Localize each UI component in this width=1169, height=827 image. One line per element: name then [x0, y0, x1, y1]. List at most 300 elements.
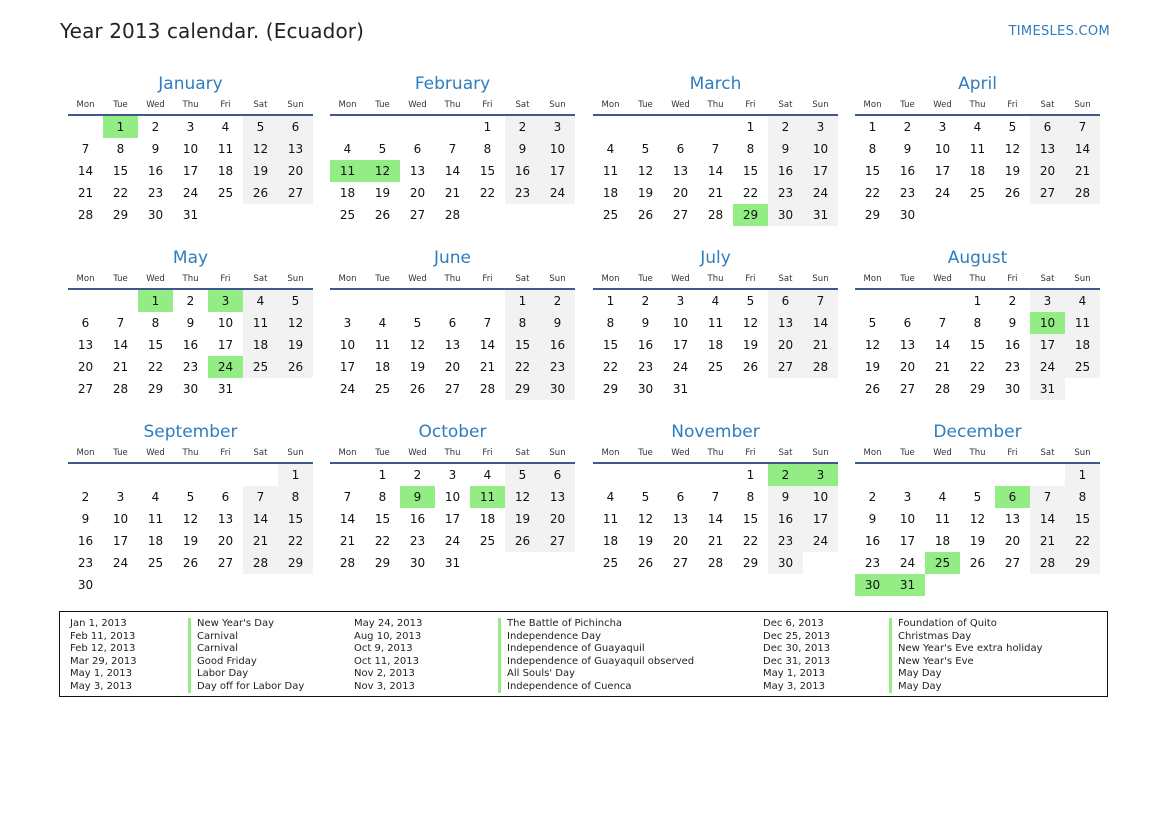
- day-cell[interactable]: 4: [606, 142, 615, 156]
- day-cell[interactable]: 12: [409, 338, 426, 352]
- day-cell[interactable]: 25: [147, 556, 164, 570]
- day-cell[interactable]: 27: [1030, 182, 1065, 204]
- day-cell[interactable]: 7: [243, 486, 278, 508]
- day-cell[interactable]: 4: [973, 120, 982, 134]
- day-cell[interactable]: 16: [409, 512, 426, 526]
- day-cell[interactable]: 10: [672, 316, 689, 330]
- day-cell[interactable]: 29: [112, 208, 129, 222]
- day-cell[interactable]: 19: [409, 360, 426, 374]
- day-cell[interactable]: 6: [540, 464, 575, 486]
- day-cell[interactable]: 13: [77, 338, 94, 352]
- day-cell[interactable]: 15: [1065, 508, 1100, 530]
- day-cell[interactable]: 6: [768, 290, 803, 312]
- day-cell[interactable]: 23: [899, 186, 916, 200]
- day-cell[interactable]: 19: [969, 534, 986, 548]
- day-cell[interactable]: 3: [676, 294, 685, 308]
- day-cell[interactable]: 15: [505, 334, 540, 356]
- day-cell[interactable]: 10: [934, 142, 951, 156]
- day-cell[interactable]: 15: [864, 164, 881, 178]
- day-cell[interactable]: 22: [505, 356, 540, 378]
- day-cell[interactable]: 2: [1008, 294, 1017, 308]
- day-cell[interactable]: 6: [448, 316, 457, 330]
- day-cell[interactable]: 26: [864, 382, 881, 396]
- day-cell[interactable]: 28: [243, 552, 278, 574]
- day-cell[interactable]: 30: [147, 208, 164, 222]
- day-cell[interactable]: 2: [151, 120, 160, 134]
- day-cell[interactable]: 8: [746, 142, 755, 156]
- day-cell[interactable]: 13: [540, 486, 575, 508]
- day-cell[interactable]: 3: [803, 116, 838, 138]
- day-cell[interactable]: 1: [505, 290, 540, 312]
- day-cell[interactable]: 27: [672, 208, 689, 222]
- day-cell[interactable]: 4: [1065, 290, 1100, 312]
- day-cell[interactable]: 1: [973, 294, 982, 308]
- day-cell[interactable]: 1: [483, 120, 492, 134]
- day-cell[interactable]: 3: [938, 120, 947, 134]
- day-cell[interactable]: 11: [602, 512, 619, 526]
- day-cell[interactable]: 20: [672, 534, 689, 548]
- day-cell[interactable]: 16: [505, 160, 540, 182]
- day-cell[interactable]: 18: [934, 534, 951, 548]
- day-cell[interactable]: 22: [479, 186, 496, 200]
- day-cell[interactable]: 22: [374, 534, 391, 548]
- day-cell[interactable]: 26: [637, 208, 654, 222]
- day-cell[interactable]: 31: [217, 382, 234, 396]
- day-cell[interactable]: 27: [278, 182, 313, 204]
- day-cell[interactable]: 24: [444, 534, 461, 548]
- day-cell[interactable]: 2: [768, 116, 803, 138]
- day-cell[interactable]: 18: [707, 338, 724, 352]
- holiday-day-cell[interactable]: 25: [925, 552, 960, 574]
- day-cell[interactable]: 13: [899, 338, 916, 352]
- day-cell[interactable]: 2: [81, 490, 90, 504]
- day-cell[interactable]: 30: [637, 382, 654, 396]
- day-cell[interactable]: 28: [1065, 182, 1100, 204]
- day-cell[interactable]: 17: [1030, 334, 1065, 356]
- day-cell[interactable]: 16: [147, 164, 164, 178]
- day-cell[interactable]: 15: [742, 164, 759, 178]
- day-cell[interactable]: 4: [938, 490, 947, 504]
- day-cell[interactable]: 30: [409, 556, 426, 570]
- day-cell[interactable]: 5: [378, 142, 387, 156]
- day-cell[interactable]: 23: [768, 530, 803, 552]
- day-cell[interactable]: 7: [343, 490, 352, 504]
- day-cell[interactable]: 3: [116, 490, 125, 504]
- day-cell[interactable]: 4: [606, 490, 615, 504]
- day-cell[interactable]: 1: [746, 468, 755, 482]
- day-cell[interactable]: 8: [505, 312, 540, 334]
- day-cell[interactable]: 3: [1030, 290, 1065, 312]
- holiday-day-cell[interactable]: 3: [208, 290, 243, 312]
- day-cell[interactable]: 23: [409, 534, 426, 548]
- day-cell[interactable]: 12: [243, 138, 278, 160]
- day-cell[interactable]: 6: [413, 142, 422, 156]
- day-cell[interactable]: 8: [973, 316, 982, 330]
- day-cell[interactable]: 24: [540, 182, 575, 204]
- day-cell[interactable]: 3: [448, 468, 457, 482]
- day-cell[interactable]: 16: [899, 164, 916, 178]
- day-cell[interactable]: 31: [444, 556, 461, 570]
- day-cell[interactable]: 29: [864, 208, 881, 222]
- day-cell[interactable]: 2: [868, 490, 877, 504]
- holiday-day-cell[interactable]: 11: [330, 160, 365, 182]
- day-cell[interactable]: 17: [803, 160, 838, 182]
- day-cell[interactable]: 29: [278, 552, 313, 574]
- day-cell[interactable]: 24: [899, 556, 916, 570]
- day-cell[interactable]: 17: [339, 360, 356, 374]
- day-cell[interactable]: 20: [1004, 534, 1021, 548]
- day-cell[interactable]: 17: [672, 338, 689, 352]
- day-cell[interactable]: 11: [147, 512, 164, 526]
- day-cell[interactable]: 31: [672, 382, 689, 396]
- day-cell[interactable]: 29: [505, 378, 540, 400]
- day-cell[interactable]: 25: [243, 356, 278, 378]
- day-cell[interactable]: 3: [540, 116, 575, 138]
- day-cell[interactable]: 19: [278, 334, 313, 356]
- day-cell[interactable]: 30: [768, 204, 803, 226]
- day-cell[interactable]: 15: [374, 512, 391, 526]
- day-cell[interactable]: 20: [217, 534, 234, 548]
- day-cell[interactable]: 14: [77, 164, 94, 178]
- day-cell[interactable]: 18: [217, 164, 234, 178]
- day-cell[interactable]: 22: [112, 186, 129, 200]
- day-cell[interactable]: 11: [1065, 312, 1100, 334]
- day-cell[interactable]: 7: [938, 316, 947, 330]
- day-cell[interactable]: 30: [768, 552, 803, 574]
- day-cell[interactable]: 7: [448, 142, 457, 156]
- day-cell[interactable]: 7: [711, 490, 720, 504]
- day-cell[interactable]: 22: [742, 534, 759, 548]
- day-cell[interactable]: 10: [899, 512, 916, 526]
- day-cell[interactable]: 16: [1004, 338, 1021, 352]
- day-cell[interactable]: 17: [803, 508, 838, 530]
- day-cell[interactable]: 9: [903, 142, 912, 156]
- day-cell[interactable]: 1: [278, 464, 313, 486]
- day-cell[interactable]: 12: [637, 164, 654, 178]
- day-cell[interactable]: 7: [1030, 486, 1065, 508]
- day-cell[interactable]: 25: [602, 208, 619, 222]
- holiday-day-cell[interactable]: 1: [138, 290, 173, 312]
- day-cell[interactable]: 19: [637, 534, 654, 548]
- day-cell[interactable]: 1: [746, 120, 755, 134]
- day-cell[interactable]: 11: [243, 312, 278, 334]
- day-cell[interactable]: 13: [444, 338, 461, 352]
- day-cell[interactable]: 16: [768, 160, 803, 182]
- day-cell[interactable]: 29: [602, 382, 619, 396]
- day-cell[interactable]: 16: [637, 338, 654, 352]
- day-cell[interactable]: 7: [483, 316, 492, 330]
- day-cell[interactable]: 26: [505, 530, 540, 552]
- day-cell[interactable]: 14: [803, 312, 838, 334]
- day-cell[interactable]: 19: [243, 160, 278, 182]
- day-cell[interactable]: 21: [479, 360, 496, 374]
- day-cell[interactable]: 28: [444, 208, 461, 222]
- holiday-day-cell[interactable]: 11: [470, 486, 505, 508]
- day-cell[interactable]: 8: [378, 490, 387, 504]
- day-cell[interactable]: 11: [707, 316, 724, 330]
- day-cell[interactable]: 25: [374, 382, 391, 396]
- day-cell[interactable]: 1: [378, 468, 387, 482]
- day-cell[interactable]: 22: [147, 360, 164, 374]
- day-cell[interactable]: 7: [1065, 116, 1100, 138]
- day-cell[interactable]: 4: [221, 120, 230, 134]
- day-cell[interactable]: 3: [343, 316, 352, 330]
- day-cell[interactable]: 17: [217, 338, 234, 352]
- day-cell[interactable]: 20: [77, 360, 94, 374]
- day-cell[interactable]: 6: [903, 316, 912, 330]
- day-cell[interactable]: 16: [540, 334, 575, 356]
- day-cell[interactable]: 14: [479, 338, 496, 352]
- day-cell[interactable]: 22: [864, 186, 881, 200]
- day-cell[interactable]: 21: [707, 534, 724, 548]
- day-cell[interactable]: 2: [186, 294, 195, 308]
- day-cell[interactable]: 21: [934, 360, 951, 374]
- day-cell[interactable]: 28: [339, 556, 356, 570]
- day-cell[interactable]: 15: [112, 164, 129, 178]
- day-cell[interactable]: 21: [1030, 530, 1065, 552]
- day-cell[interactable]: 13: [409, 164, 426, 178]
- day-cell[interactable]: 5: [868, 316, 877, 330]
- day-cell[interactable]: 23: [540, 356, 575, 378]
- day-cell[interactable]: 5: [641, 142, 650, 156]
- day-cell[interactable]: 15: [969, 338, 986, 352]
- day-cell[interactable]: 29: [147, 382, 164, 396]
- day-cell[interactable]: 14: [707, 164, 724, 178]
- day-cell[interactable]: 3: [186, 120, 195, 134]
- day-cell[interactable]: 27: [77, 382, 94, 396]
- day-cell[interactable]: 1: [1065, 464, 1100, 486]
- holiday-day-cell[interactable]: 30: [855, 574, 890, 596]
- day-cell[interactable]: 10: [803, 138, 838, 160]
- day-cell[interactable]: 11: [602, 164, 619, 178]
- day-cell[interactable]: 29: [374, 556, 391, 570]
- day-cell[interactable]: 11: [217, 142, 234, 156]
- day-cell[interactable]: 6: [676, 142, 685, 156]
- day-cell[interactable]: 5: [413, 316, 422, 330]
- day-cell[interactable]: 17: [899, 534, 916, 548]
- day-cell[interactable]: 13: [672, 512, 689, 526]
- day-cell[interactable]: 8: [746, 490, 755, 504]
- day-cell[interactable]: 30: [77, 578, 94, 592]
- day-cell[interactable]: 5: [278, 290, 313, 312]
- day-cell[interactable]: 23: [182, 360, 199, 374]
- day-cell[interactable]: 19: [742, 338, 759, 352]
- day-cell[interactable]: 19: [1004, 164, 1021, 178]
- day-cell[interactable]: 2: [641, 294, 650, 308]
- day-cell[interactable]: 25: [479, 534, 496, 548]
- day-cell[interactable]: 22: [1065, 530, 1100, 552]
- day-cell[interactable]: 4: [343, 142, 352, 156]
- day-cell[interactable]: 21: [339, 534, 356, 548]
- day-cell[interactable]: 12: [1004, 142, 1021, 156]
- day-cell[interactable]: 21: [707, 186, 724, 200]
- day-cell[interactable]: 21: [112, 360, 129, 374]
- day-cell[interactable]: 5: [641, 490, 650, 504]
- day-cell[interactable]: 6: [81, 316, 90, 330]
- day-cell[interactable]: 2: [540, 290, 575, 312]
- day-cell[interactable]: 17: [540, 160, 575, 182]
- day-cell[interactable]: 26: [1004, 186, 1021, 200]
- day-cell[interactable]: 24: [182, 186, 199, 200]
- day-cell[interactable]: 27: [217, 556, 234, 570]
- day-cell[interactable]: 22: [742, 186, 759, 200]
- day-cell[interactable]: 11: [934, 512, 951, 526]
- day-cell[interactable]: 16: [77, 534, 94, 548]
- day-cell[interactable]: 23: [77, 556, 94, 570]
- day-cell[interactable]: 12: [742, 316, 759, 330]
- day-cell[interactable]: 28: [803, 356, 838, 378]
- day-cell[interactable]: 8: [116, 142, 125, 156]
- day-cell[interactable]: 20: [540, 508, 575, 530]
- day-cell[interactable]: 8: [151, 316, 160, 330]
- holiday-day-cell[interactable]: 6: [995, 486, 1030, 508]
- day-cell[interactable]: 28: [934, 382, 951, 396]
- day-cell[interactable]: 19: [637, 186, 654, 200]
- day-cell[interactable]: 14: [934, 338, 951, 352]
- day-cell[interactable]: 27: [409, 208, 426, 222]
- day-cell[interactable]: 1: [868, 120, 877, 134]
- day-cell[interactable]: 3: [903, 490, 912, 504]
- day-cell[interactable]: 14: [1030, 508, 1065, 530]
- holiday-day-cell[interactable]: 10: [1030, 312, 1065, 334]
- day-cell[interactable]: 28: [707, 556, 724, 570]
- holiday-day-cell[interactable]: 31: [890, 574, 925, 596]
- day-cell[interactable]: 21: [243, 530, 278, 552]
- day-cell[interactable]: 27: [1004, 556, 1021, 570]
- holiday-day-cell[interactable]: 29: [733, 204, 768, 226]
- day-cell[interactable]: 9: [540, 312, 575, 334]
- day-cell[interactable]: 20: [1030, 160, 1065, 182]
- day-cell[interactable]: 6: [221, 490, 230, 504]
- day-cell[interactable]: 4: [243, 290, 278, 312]
- day-cell[interactable]: 26: [243, 182, 278, 204]
- day-cell[interactable]: 26: [742, 360, 759, 374]
- day-cell[interactable]: 12: [637, 512, 654, 526]
- day-cell[interactable]: 5: [505, 464, 540, 486]
- day-cell[interactable]: 10: [339, 338, 356, 352]
- day-cell[interactable]: 15: [278, 508, 313, 530]
- day-cell[interactable]: 21: [803, 334, 838, 356]
- day-cell[interactable]: 31: [1030, 378, 1065, 400]
- day-cell[interactable]: 10: [112, 512, 129, 526]
- day-cell[interactable]: 13: [278, 138, 313, 160]
- day-cell[interactable]: 26: [409, 382, 426, 396]
- brand-link[interactable]: TIMESLES.COM: [1008, 24, 1110, 39]
- day-cell[interactable]: 29: [969, 382, 986, 396]
- day-cell[interactable]: 27: [444, 382, 461, 396]
- day-cell[interactable]: 19: [864, 360, 881, 374]
- day-cell[interactable]: 9: [641, 316, 650, 330]
- day-cell[interactable]: 8: [1065, 486, 1100, 508]
- day-cell[interactable]: 10: [803, 486, 838, 508]
- day-cell[interactable]: 10: [217, 316, 234, 330]
- day-cell[interactable]: 20: [444, 360, 461, 374]
- day-cell[interactable]: 8: [868, 142, 877, 156]
- day-cell[interactable]: 27: [540, 530, 575, 552]
- day-cell[interactable]: 31: [803, 204, 838, 226]
- day-cell[interactable]: 6: [1030, 116, 1065, 138]
- day-cell[interactable]: 23: [864, 556, 881, 570]
- day-cell[interactable]: 12: [969, 512, 986, 526]
- day-cell[interactable]: 20: [278, 160, 313, 182]
- day-cell[interactable]: 31: [182, 208, 199, 222]
- day-cell[interactable]: 28: [112, 382, 129, 396]
- day-cell[interactable]: 27: [768, 356, 803, 378]
- day-cell[interactable]: 6: [676, 490, 685, 504]
- day-cell[interactable]: 7: [711, 142, 720, 156]
- day-cell[interactable]: 23: [1004, 360, 1021, 374]
- day-cell[interactable]: 18: [969, 164, 986, 178]
- day-cell[interactable]: 25: [217, 186, 234, 200]
- day-cell[interactable]: 9: [186, 316, 195, 330]
- day-cell[interactable]: 28: [479, 382, 496, 396]
- day-cell[interactable]: 9: [768, 486, 803, 508]
- day-cell[interactable]: 24: [112, 556, 129, 570]
- day-cell[interactable]: 9: [1008, 316, 1017, 330]
- day-cell[interactable]: 15: [602, 338, 619, 352]
- day-cell[interactable]: 16: [768, 508, 803, 530]
- day-cell[interactable]: 12: [182, 512, 199, 526]
- day-cell[interactable]: 4: [378, 316, 387, 330]
- day-cell[interactable]: 29: [742, 556, 759, 570]
- day-cell[interactable]: 16: [864, 534, 881, 548]
- day-cell[interactable]: 5: [1008, 120, 1017, 134]
- day-cell[interactable]: 28: [1030, 552, 1065, 574]
- day-cell[interactable]: 9: [81, 512, 90, 526]
- day-cell[interactable]: 2: [413, 468, 422, 482]
- day-cell[interactable]: 8: [483, 142, 492, 156]
- day-cell[interactable]: 18: [602, 534, 619, 548]
- holiday-day-cell[interactable]: 9: [400, 486, 435, 508]
- day-cell[interactable]: 8: [606, 316, 615, 330]
- day-cell[interactable]: 24: [803, 530, 838, 552]
- day-cell[interactable]: 14: [243, 508, 278, 530]
- day-cell[interactable]: 4: [711, 294, 720, 308]
- day-cell[interactable]: 13: [672, 164, 689, 178]
- day-cell[interactable]: 27: [672, 556, 689, 570]
- day-cell[interactable]: 26: [969, 556, 986, 570]
- holiday-day-cell[interactable]: 2: [768, 464, 803, 486]
- day-cell[interactable]: 24: [672, 360, 689, 374]
- day-cell[interactable]: 27: [899, 382, 916, 396]
- day-cell[interactable]: 18: [479, 512, 496, 526]
- day-cell[interactable]: 22: [969, 360, 986, 374]
- day-cell[interactable]: 15: [742, 512, 759, 526]
- day-cell[interactable]: 13: [217, 512, 234, 526]
- day-cell[interactable]: 4: [483, 468, 492, 482]
- day-cell[interactable]: 20: [768, 334, 803, 356]
- day-cell[interactable]: 4: [151, 490, 160, 504]
- day-cell[interactable]: 13: [768, 312, 803, 334]
- day-cell[interactable]: 18: [147, 534, 164, 548]
- day-cell[interactable]: 18: [339, 186, 356, 200]
- day-cell[interactable]: 24: [934, 186, 951, 200]
- day-cell[interactable]: 14: [707, 512, 724, 526]
- holiday-day-cell[interactable]: 1: [103, 116, 138, 138]
- day-cell[interactable]: 14: [339, 512, 356, 526]
- day-cell[interactable]: 21: [444, 186, 461, 200]
- day-cell[interactable]: 21: [77, 186, 94, 200]
- day-cell[interactable]: 11: [969, 142, 986, 156]
- day-cell[interactable]: 15: [147, 338, 164, 352]
- day-cell[interactable]: 25: [1065, 356, 1100, 378]
- holiday-day-cell[interactable]: 24: [208, 356, 243, 378]
- day-cell[interactable]: 7: [803, 290, 838, 312]
- day-cell[interactable]: 23: [505, 182, 540, 204]
- day-cell[interactable]: 17: [182, 164, 199, 178]
- day-cell[interactable]: 28: [77, 208, 94, 222]
- day-cell[interactable]: 18: [602, 186, 619, 200]
